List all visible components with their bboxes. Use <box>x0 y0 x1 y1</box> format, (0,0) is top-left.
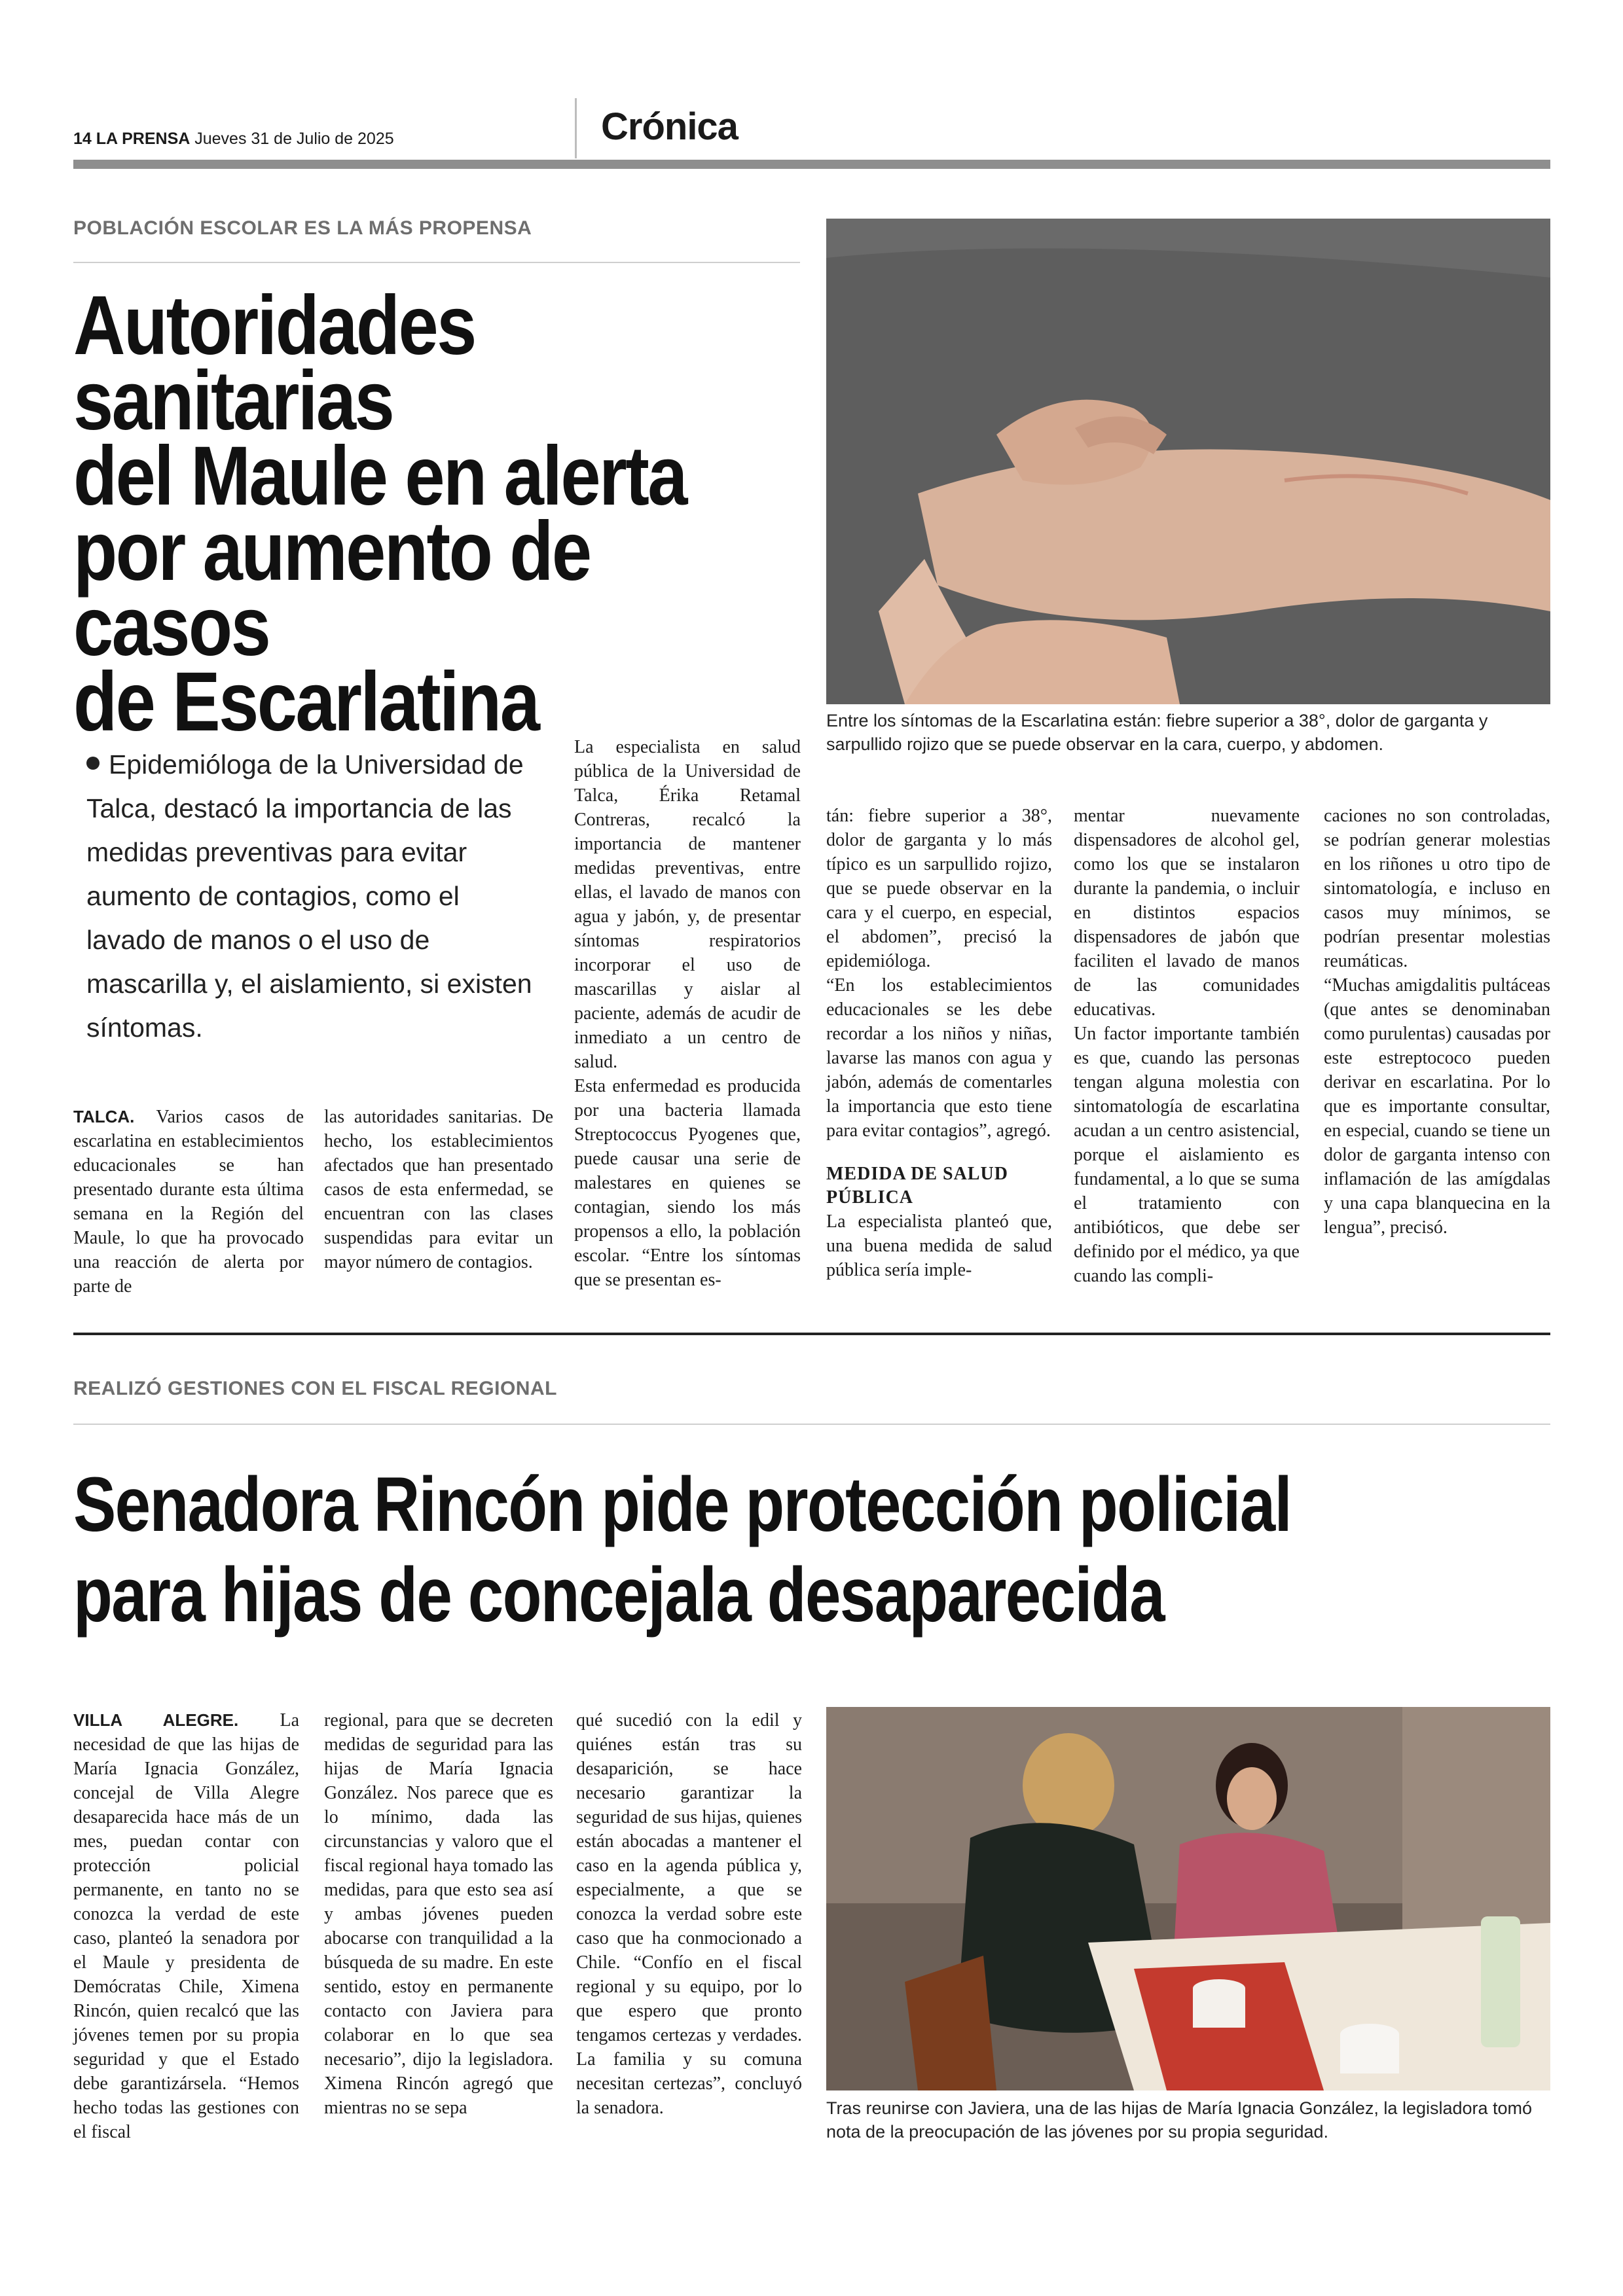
headline-line: Autoridades sanitarias <box>73 279 475 448</box>
article1-column-3 <box>574 735 801 1292</box>
article1-kicker: POBLACIÓN ESCOLAR ES LA MÁS PROPENSA <box>73 217 532 239</box>
body-text: La necesidad de que las hijas de María Ignacia González, concejal de Villa Alegre desaparecida hace más de un mes, puedan contar con protección policial permanente, en tanto no se conozca la verdad de este caso, planteó la senadora por el Maule y presidenta de Demócratas Chile, Ximena Rincón, quien recalcó que las jóvenes temen por su propia seguridad y que el Estado debe garantizársela. “Hemos hecho todas las gestiones con el fiscal <box>73 1710 299 2142</box>
section-title: Crónica <box>601 105 738 148</box>
header-divider <box>575 98 577 158</box>
article-separator <box>73 1333 1550 1335</box>
header-rule <box>73 160 1550 169</box>
body-text: Un factor importante también es que, cuando las personas tengan alguna molestia con sintomatología de escarlatina acudan a un centro asistencial, porque el aislamiento es fundamental, a lo que se suma el tratamiento con antibióticos, que debe ser definido por el médico, ya que cuando las compli- <box>1074 1024 1300 1286</box>
article1-dateline: TALCA. <box>73 1107 135 1126</box>
body-text: Varios casos de escarlatina en establecimientos educacionales se han presentado durante esta última semana en la Región del Maule, lo que ha provocado una reacción de alerta por parte de <box>73 1107 304 1297</box>
headline-line: de Escarlatina <box>73 655 539 749</box>
headline-line: por aumento de casos <box>73 505 591 673</box>
page-header-info <box>73 130 394 149</box>
headline-line: del Maule en alerta <box>73 429 686 523</box>
article1-kicker-rule <box>73 262 800 263</box>
article1-column-5 <box>1074 804 1300 1288</box>
article1-column-6 <box>1324 804 1550 1240</box>
article2-column-2 <box>324 1708 553 2120</box>
issue-date: Jueves 31 de Julio de 2025 <box>194 130 394 148</box>
body-text: caciones no son controladas, se podrían generar molestias en los riñones u otro tipo de sintomatología, e incluso en casos muy mínimos, se podrían presentar molestias reumáticas. <box>1324 806 1550 971</box>
page-number: 14 <box>73 130 92 148</box>
article2-photo <box>826 1707 1550 2090</box>
headline-line: Senadora Rincón pide protección policial <box>73 1462 1292 1548</box>
body-text: “En los establecimientos educacionales se les debe recordar a los niños y niñas, lavarse las manos con agua y jabón, además de comentarles la importancia que esto tiene para evitar contagios”, agregó. <box>826 975 1052 1141</box>
article1-headline <box>73 279 710 749</box>
publication-name: LA PRENSA <box>96 130 191 148</box>
article1-summary <box>86 743 545 1050</box>
body-text: La especialista en salud pública de la Universidad de Talca, Érika Retamal Contreras, recalcó la importancia de mantener medidas preventivas, entre ellas, el lavado de manos con agua y jabón, y, de presentar síntomas respiratorios incorporar el uso de mascarillas y aislar al paciente, además de acudir de inmediato a un centro de salud. <box>574 737 801 1072</box>
bullet-icon <box>86 757 100 770</box>
article2-headline <box>73 1460 1541 1640</box>
body-text: La especialista planteó que, una buena medida de salud pública sería imple- <box>826 1211 1052 1280</box>
arm-scratch-illustration <box>826 219 1550 704</box>
body-text: regional, para que se decreten medidas de seguridad para las hijas de María Ignacia González. Nos parece que es lo mínimo, dada las circunstancias y valoro que el fiscal regional haya tomado las medidas, para que esto sea así y ambas jóvenes pueden abocarse con tranquilidad a la búsqueda de su madre. En este sentido, estoy en permanente contacto con Javiera para colaborar en lo que sea necesario”, dijo la legisladora. Ximena Rincón agregó que mientras no se sepa <box>324 1710 553 2118</box>
article2-column-1 <box>73 1708 299 2144</box>
article2-kicker-rule <box>73 1424 1550 1425</box>
headline-line: para hijas de concejala desaparecida <box>73 1552 1164 1638</box>
body-text: qué sucedió con la edil y quiénes están tras su desaparición, se hace necesario garantizar la seguridad de sus hijas, quienes están abocadas a mantener el caso en la agenda pública y, especialmente, a que se conozca la verdad sobre este caso que ha conmocionado a Chile. “Confío en el fiscal regional y su equipo, por lo que espero que pronto tengamos certezas y verdades. La familia y su comuna necesitan certezas”, concluyó la senadora. <box>576 1710 802 2118</box>
article1-caption: Entre los síntomas de la Escarlatina están: fiebre superior a 38°, dolor de garganta y sarpullido rojizo que se puede observar en la cara, cuerpo, y abdomen. <box>826 711 1488 754</box>
article2-caption: Tras reunirse con Javiera, una de las hijas de María Ignacia González, la legisladora tomó nota de la preocupación de las jóvenes por su propia seguridad. <box>826 2098 1533 2142</box>
article2-column-3 <box>576 1708 802 2120</box>
article1-column-2 <box>324 1105 553 1274</box>
article1-subhead: MEDIDA DE SALUD PÚBLICA <box>826 1164 1008 1208</box>
article1-column-4 <box>826 804 1052 1282</box>
body-text: mentar nuevamente dispensadores de alcohol gel, como los que se instalaron durante la pandemia, o incluir en distintos espacios dispensadores de jabón que faciliten el lavado de manos de las comunidades educativas. <box>1074 806 1300 1020</box>
body-text: Esta enfermedad es producida por una bacteria llamada Streptococcus Pyogenes que, puede causar una serie de malestares en quienes se contagian, siendo los más propensos a ello, la población escolar. “Entre los síntomas que se presentan es- <box>574 1076 801 1290</box>
article1-photo <box>826 219 1550 704</box>
body-text: “Muchas amigdalitis pultáceas (que antes se denominaban como purulentas) causadas por este estreptococo pueden derivar en escarlatina. Por lo que es importante consultar, en especial, cuando se tiene un dolor de garganta intenso con inflamación de las amígdalas y una capa blanquecina en la lengua”, precisó. <box>1324 975 1550 1238</box>
article2-dateline: VILLA ALEGRE. <box>73 1710 239 1730</box>
body-text: tán: fiebre superior a 38°, dolor de garganta y lo más típico es un sarpullido rojizo, que se puede observar en la cara y el cuerpo, en especial, el abdomen”, precisó la epidemióloga. <box>826 806 1052 971</box>
article1-column-1 <box>73 1105 304 1299</box>
meeting-illustration <box>826 1707 1550 2090</box>
body-text: las autoridades sanitarias. De hecho, los establecimientos afectados que han presentado casos de esta enfermedad, se encuentran con las clases suspendidas para evitar un mayor número de contagios. <box>324 1107 553 1272</box>
article2-kicker: REALIZÓ GESTIONES CON EL FISCAL REGIONAL <box>73 1378 557 1399</box>
summary-text: Epidemióloga de la Universidad de Talca, destacó la importancia de las medidas preventivas para evitar aumento de contagios, como el lavado de manos o el uso de mascarilla y, el aislamiento, si existen síntomas. <box>86 749 532 1043</box>
